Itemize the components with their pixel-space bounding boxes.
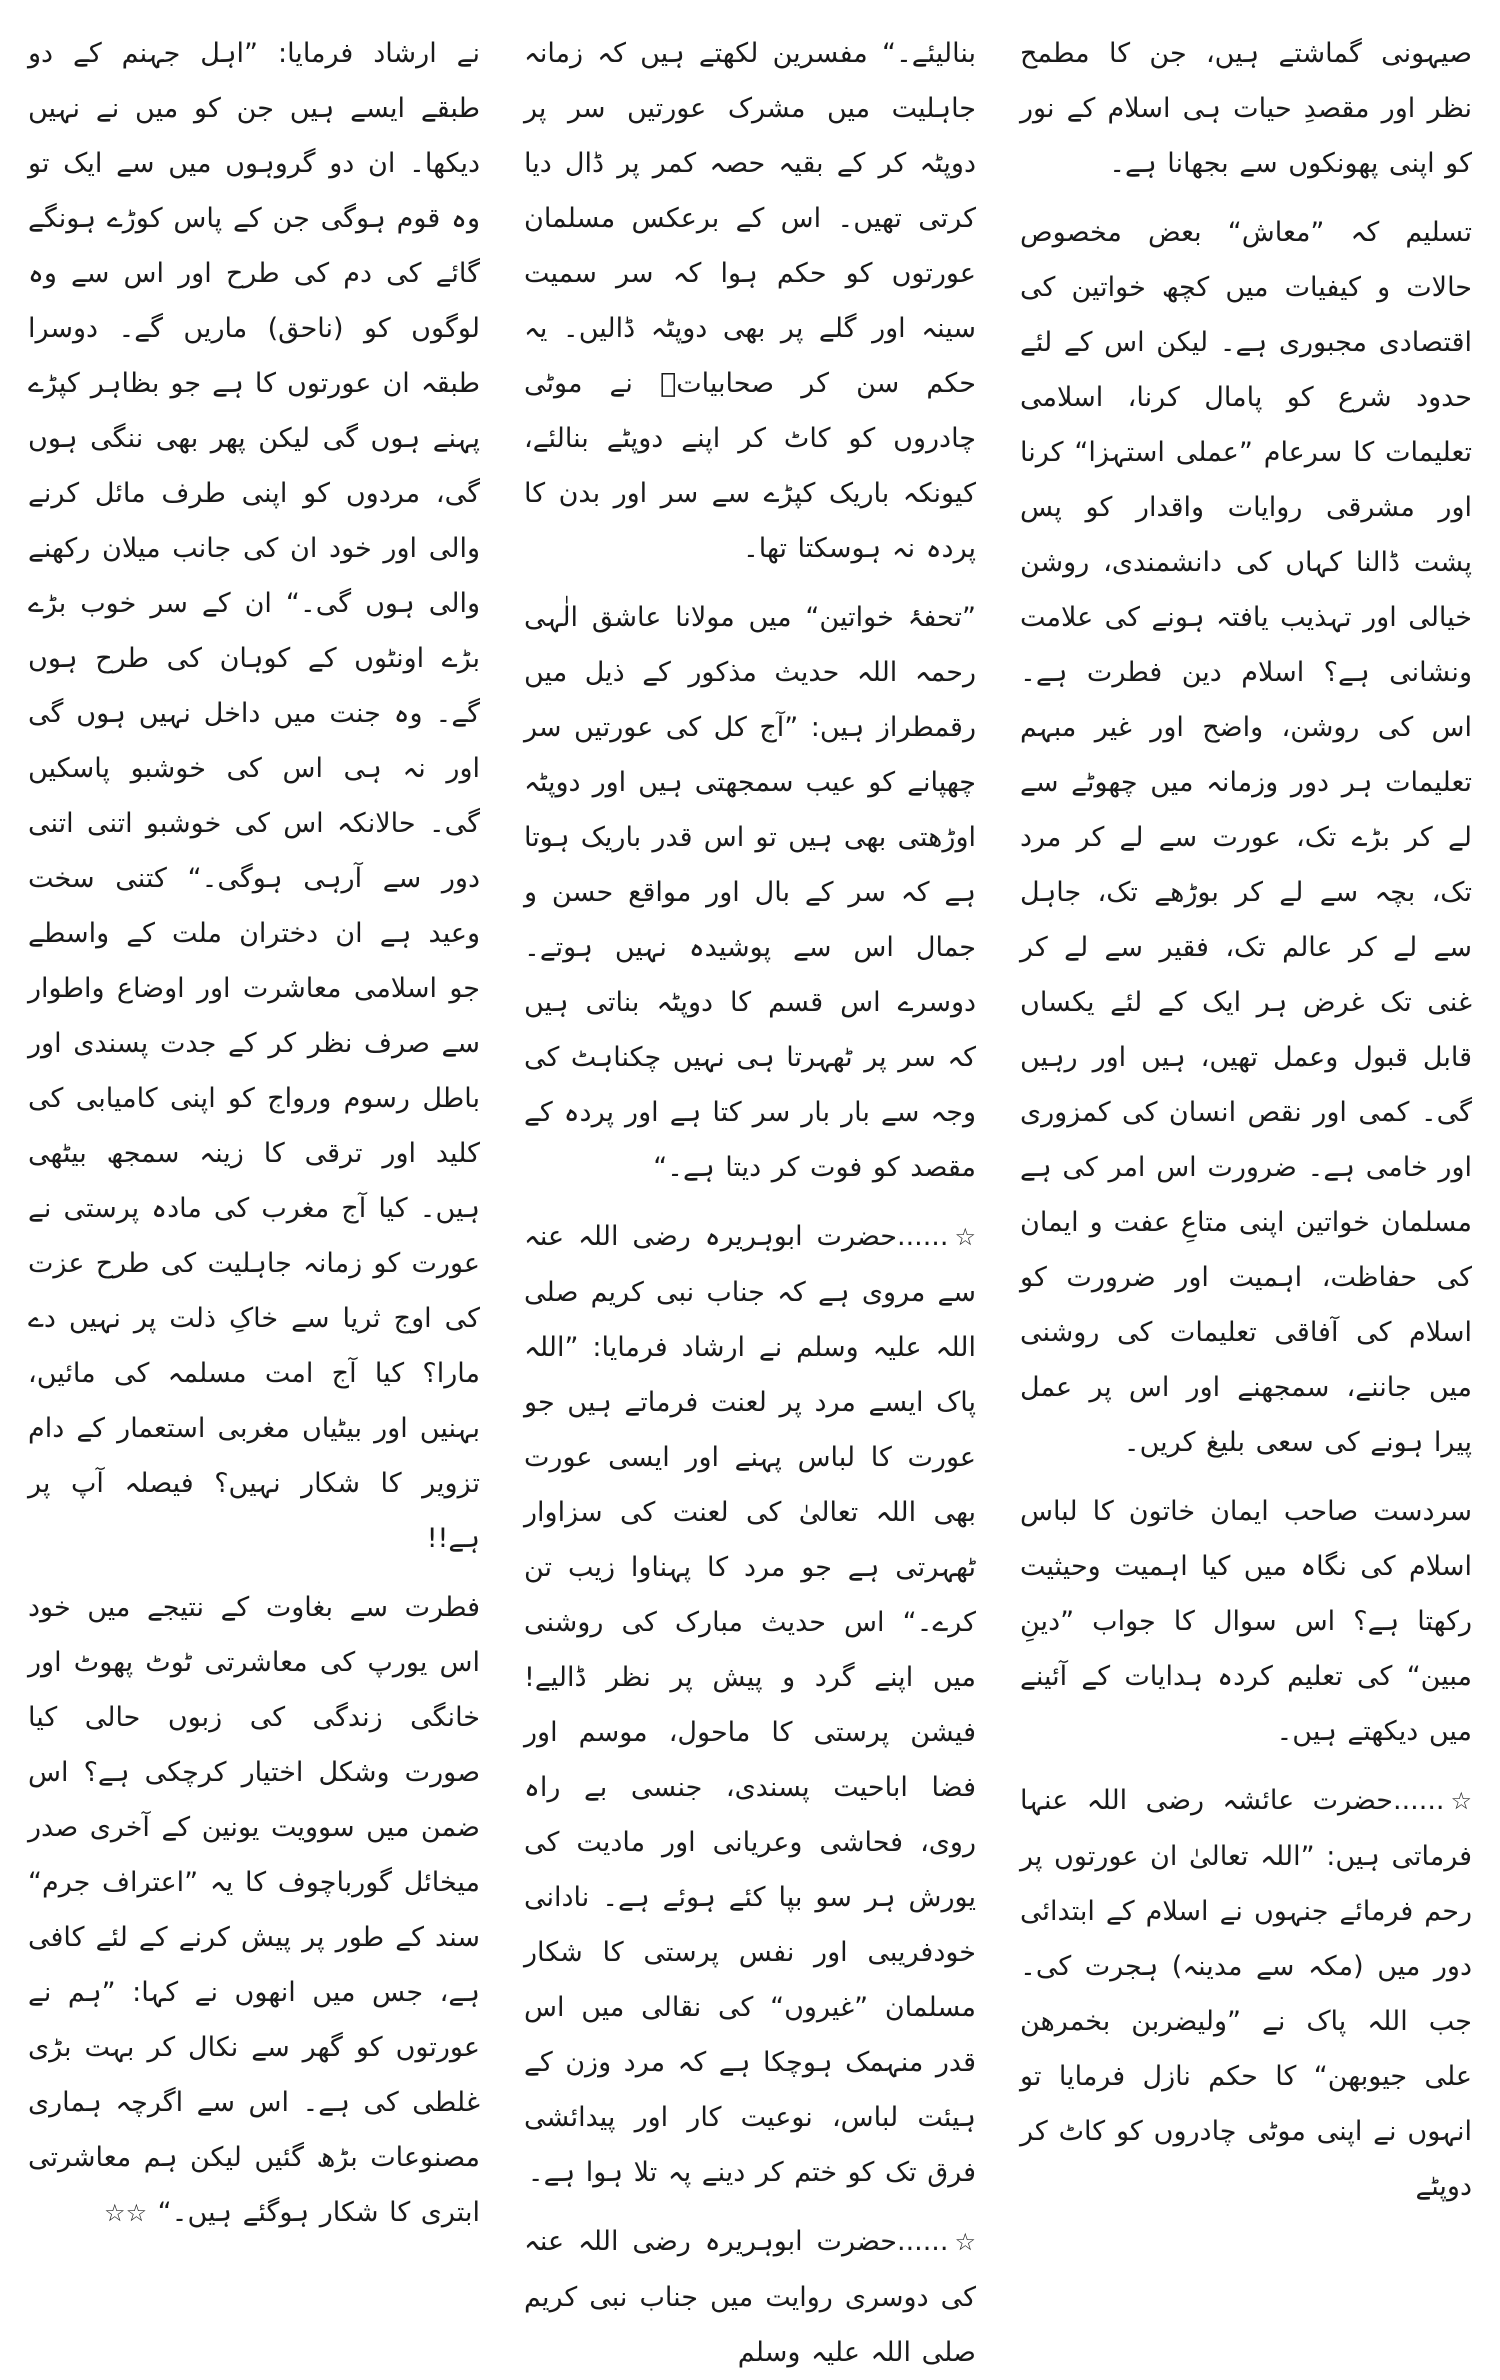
- paragraph: صیہونی گماشتے ہیں، جن کا مطمح نظر اور مقصدِ حیات ہی اسلام کے نور کو اپنی پھونکوں سے بجھانا ہے۔: [1020, 38, 1472, 179]
- paragraph-with-star: [1020, 1773, 1472, 2214]
- end-stars-icon: ☆☆: [104, 2199, 148, 2227]
- paragraph: تسلیم کہ ”معاش“ بعض مخصوص حالات و کیفیات میں کچھ خواتین کی اقتصادی مجبوری ہے۔ لیکن اس کے لئے حدود شرع کو پامال کرنا، اسلامی تعلیمات کا سرعام ”عملی استہزا“ کرنا اور مشرقی روایات واقدار کو پس پشت ڈالنا کہاں کی دانشمندی، روشن خیالی اور تہذیب یافتہ ہونے کی علامت ونشانی ہے؟ اسلام دین فطرت ہے۔ اس کی روشن، واضح اور غیر مبہم تعلیمات ہر دور وزمانہ میں چھوٹے سے لے کر بڑے تک، عورت سے لے کر مرد تک، بچہ سے لے کر بوڑھے تک، جاہل سے لے کر عالم تک، فقیر سے لے کر غنی تک غرض ہر ایک کے لئے یکساں قابل قبول وعمل تھیں، ہیں اور رہیں گی۔ کمی اور نقص انسان کی کمزوری اور خامی ہے۔ ضرورت اس امر کی ہے مسلمان خواتین اپنی متاعِ عفت و ایمان کی حفاظت، اہمیت اور ضرورت کو اسلام کی آفاقی تعلیمات کی روشنی میں جاننے، سمجھنے اور اس پر عمل پیرا ہونے کی سعی بلیغ کریں۔: [1020, 217, 1472, 1458]
- paragraph: ”تحفۂ خواتین“ میں مولانا عاشق الٰہی رحمہ اللہ حدیث مذکور کے ذیل میں رقمطراز ہیں: ”آج کل کی عورتیں سر چھپانے کو عیب سمجھتی ہیں اور دوپٹہ اوڑھتی بھی ہیں تو اس قدر باریک ہوتا ہے کہ سر کے بال اور مواقع حسن و جمال اس سے پوشیدہ نہیں ہوتے۔ دوسرے اس قسم کا دوپٹہ بناتی ہیں کہ سر پر ٹھہرتا ہی نہیں چکناہٹ کی وجہ سے بار بار سر کتا ہے اور پردہ کے مقصد کو فوت کر دیتا ہے۔“: [524, 602, 976, 1183]
- paragraph-text: ......حضرت عائشہ رضی اللہ عنہا فرماتی ہیں: ”اللہ تعالیٰ ان عورتوں پر رحم فرمائے جنہوں نے اسلام کے ابتدائی دور میں (مکہ سے مدینہ) ہجرت کی۔ جب اللہ پاک نے ”ولیضربن بخمرھن علی جیوبھن“ کا حکم نازل فرمایا تو انہوں نے اپنی موٹی چادروں کو کاٹ کر دوپٹے: [1020, 1785, 1472, 2202]
- star-icon: ☆: [1450, 1787, 1472, 1815]
- paragraph: سردست صاحب ایمان خاتون کا لباس اسلام کی نگاہ میں کیا اہمیت وحیثیت رکھتا ہے؟ اس سوال کا جواب ”دینِ مبین“ کی تعلیم کردہ ہدایات کے آئینے میں دیکھتے ہیں۔: [1020, 1496, 1472, 1747]
- paragraph-with-end-mark: [28, 1580, 480, 2241]
- article-column-middle: [524, 26, 976, 2368]
- paragraph: بنالیئے۔“ مفسرین لکھتے ہیں کہ زمانہ جاہلیت میں مشرک عورتیں سر پر دوپٹہ کر کے بقیہ حصہ کمر پر ڈال دیا کرتی تھیں۔ اس کے برعکس مسلمان عورتوں کو حکم ہوا کہ سر سمیت سینہ اور گلے پر بھی دوپٹہ ڈالیں۔ یہ حکم سن کر صحابیاتؓ نے موٹی چادروں کو کاٹ کر اپنے دوپٹے بنالئے، کیونکہ باریک کپڑے سے سر اور بدن کا پردہ نہ ہوسکتا تھا۔: [524, 38, 976, 564]
- article-column-left: [28, 26, 480, 2228]
- paragraph: نے ارشاد فرمایا: ”اہل جہنم کے دو طبقے ایسے ہیں جن کو میں نے نہیں دیکھا۔ ان دو گروہوں میں سے ایک تو وہ قوم ہوگی جن کے پاس کوڑے ہونگے گائے کی دم کی طرح اور اس سے وہ لوگوں کو (ناحق) ماریں گے۔ دوسرا طبقہ ان عورتوں کا ہے جو بظاہر کپڑے پہنے ہوں گی لیکن پھر بھی ننگی ہوں گی، مردوں کو اپنی طرف مائل کرنے والی اور خود ان کی جانب میلان رکھنے والی ہوں گی۔“ ان کے سر خوب بڑے بڑے اونٹوں کے کوہان کی طرح ہوں گے۔ وہ جنت میں داخل نہیں ہوں گی اور نہ ہی اس کی خوشبو پاسکیں گی۔ حالانکہ اس کی خوشبو اتنی اتنی دور سے آرہی ہوگی۔“ کتنی سخت وعید ہے ان دختران ملت کے واسطے جو اسلامی معاشرت اور اوضاع واطوار سے صرف نظر کر کے جدت پسندی اور باطل رسوم ورواج کو اپنی کامیابی کی کلید اور ترقی کا زینہ سمجھ بیٹھی ہیں۔ کیا آج مغرب کی مادہ پرستی نے عورت کو زمانہ جاہلیت کی طرح عزت کی اوج ثریا سے خاکِ ذلت پر نہیں دے مارا؟ کیا آج امت مسلمہ کی مائیں، بہنیں اور بیٹیاں مغربی استعمار کے دام تزویر کا شکار نہیں؟ فیصلہ آپ پر ہے!!: [28, 38, 480, 1554]
- article-column-right: [1020, 26, 1472, 2202]
- star-icon: ☆: [954, 2228, 976, 2256]
- newspaper-page: [28, 26, 1472, 2368]
- paragraph-with-star: [524, 2214, 976, 2380]
- star-icon: ☆: [954, 1223, 976, 1251]
- paragraph-text: فطرت سے بغاوت کے نتیجے میں خود اس یورپ کی معاشرتی ٹوٹ پھوٹ اور خانگی زندگی کی زبوں حالی کیا صورت وشکل اختیار کرچکی ہے؟ اس ضمن میں سوویت یونین کے آخری صدر میخائل گورباچوف کا یہ ”اعتراف جرم“ سند کے طور پر پیش کرنے کے لئے کافی ہے، جس میں انھوں نے کہا: ”ہم نے عورتوں کو گھر سے نکال کر بہت بڑی غلطی کی ہے۔ اس سے اگرچہ ہماری مصنوعات بڑھ گئیں لیکن ہم معاشرتی ابتری کا شکار ہوگئے ہیں۔“: [28, 1592, 480, 2228]
- paragraph-text: ......حضرت ابوہریرہ رضی اللہ عنہ کی دوسری روایت میں جناب نبی کریم صلی اللہ علیہ وسلم: [524, 2226, 976, 2368]
- paragraph-text: ......حضرت ابوہریرہ رضی اللہ عنہ سے مروی ہے کہ جناب نبی کریم صلی اللہ علیہ وسلم نے ارشاد فرمایا: ”اللہ پاک ایسے مرد پر لعنت فرماتے ہیں جو عورت کا لباس پہنے اور ایسی عورت بھی اللہ تعالیٰ کی لعنت کی سزاوار ٹھہرتی ہے جو مرد کا پہناوا زیب تن کرے۔“ اس حدیث مبارک کی روشنی میں اپنے گرد و پیش پر نظر ڈالیے! فیشن پرستی کا ماحول، موسم اور فضا اباحیت پسندی، جنسی بے راہ روی، فحاشی وعریانی اور مادیت کی یورش ہر سو بپا کئے ہوئے ہے۔ نادانی خودفریبی اور نفس پرستی کا شکار مسلمان ”غیروں“ کی نقالی میں اس قدر منہمک ہوچکا ہے کہ مرد وزن کے ہیئت لباس، نوعیت کار اور پیدائشی فرق تک کو ختم کر دینے پہ تلا ہوا ہے۔: [524, 1221, 976, 2188]
- paragraph-with-star: [524, 1209, 976, 2200]
